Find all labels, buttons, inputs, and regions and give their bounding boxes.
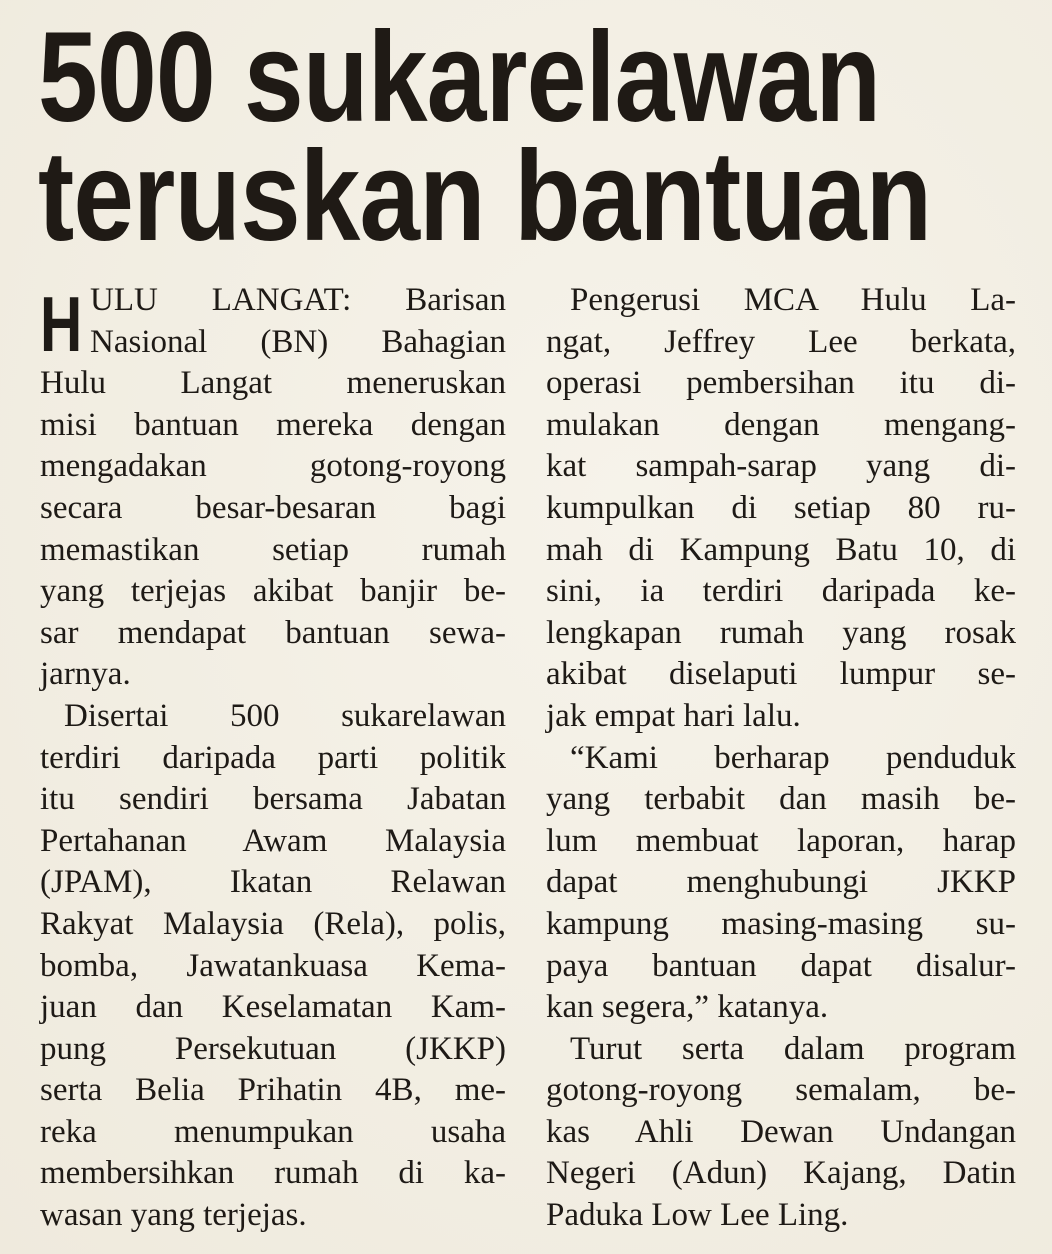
- article-line: jarnya.: [40, 656, 131, 693]
- article-line: kan segera,” katanya.: [546, 989, 829, 1026]
- article-line: Negeri (Adun) Kajang, Datin: [546, 1155, 1016, 1192]
- article-line: misi bantuan mereka dengan: [40, 406, 506, 443]
- article-line: memastikan setiap rumah: [40, 531, 506, 568]
- article-line: Hulu Langat meneruskan: [40, 365, 506, 402]
- article-line: paya bantuan dapat disalur-: [546, 947, 1016, 984]
- article-column-1: [40, 280, 506, 1237]
- article-line: dapat menghubungi JKKP: [546, 864, 1016, 901]
- article-line: lum membuat laporan, harap: [546, 822, 1016, 859]
- article-line: kat sampah-sarap yang di-: [546, 448, 1016, 485]
- article-line: serta Belia Prihatin 4B, me-: [40, 1072, 506, 1109]
- article-line: Turut serta dalam program: [570, 1030, 1016, 1067]
- article-line: juan dan Keselamatan Kam-: [40, 989, 506, 1026]
- article-line: akibat diselaputi lumpur se-: [546, 656, 1016, 693]
- article-line: yang terjejas akibat banjir be-: [40, 573, 506, 610]
- article-column-2: [546, 280, 1016, 1237]
- article-line: Disertai 500 sukarelawan: [64, 697, 506, 734]
- article-line: Nasional (BN) Bahagian: [90, 323, 506, 360]
- article-line: ngat, Jeffrey Lee berkata,: [546, 323, 1016, 360]
- headline-line-2: teruskan bantuan: [38, 125, 932, 268]
- article-line: secara besar-besaran bagi: [40, 489, 506, 526]
- article-line: Pengerusi MCA Hulu La-: [570, 282, 1016, 318]
- article-line: terdiri daripada parti politik: [40, 739, 506, 776]
- article-line: membersihkan rumah di ka-: [40, 1155, 506, 1192]
- article-line: kas Ahli Dewan Undangan: [546, 1113, 1016, 1150]
- headline-line-1: 500 sukarelawan: [38, 6, 881, 149]
- article-line: “Kami berharap penduduk: [570, 739, 1016, 776]
- drop-cap: H: [40, 280, 83, 368]
- article-line: mengadakan gotong-royong: [40, 448, 506, 485]
- article-line: bomba, Jawatankuasa Kema-: [40, 947, 506, 984]
- article-line: ULU LANGAT: Barisan: [90, 282, 506, 318]
- article-line: reka menumpukan usaha: [40, 1113, 506, 1150]
- article-line: wasan yang terjejas.: [40, 1197, 307, 1234]
- article-line: gotong-royong semalam, be-: [546, 1072, 1016, 1109]
- article-line: lengkapan rumah yang rosak: [546, 614, 1016, 651]
- article-line: Rakyat Malaysia (Rela), polis,: [40, 905, 506, 942]
- article-line: sini, ia terdiri daripada ke-: [546, 573, 1016, 610]
- article-line: Paduka Low Lee Ling.: [546, 1197, 849, 1234]
- article-line: itu sendiri bersama Jabatan: [40, 781, 506, 818]
- article-line: operasi pembersihan itu di-: [546, 365, 1016, 402]
- article-line: kampung masing-masing su-: [546, 905, 1016, 942]
- article-line: pung Persekutuan (JKKP): [40, 1030, 506, 1067]
- article-line: mulakan dengan mengang-: [546, 406, 1016, 443]
- article-line: (JPAM), Ikatan Relawan: [40, 864, 506, 901]
- article-line: jak empat hari lalu.: [546, 697, 801, 734]
- article-line: mah di Kampung Batu 10, di: [546, 531, 1016, 568]
- article-line: kumpulkan di setiap 80 ru-: [546, 489, 1016, 526]
- article-line: sar mendapat bantuan sewa-: [40, 614, 506, 651]
- article-line: yang terbabit dan masih be-: [546, 781, 1016, 818]
- article-line: Pertahanan Awam Malaysia: [40, 822, 506, 859]
